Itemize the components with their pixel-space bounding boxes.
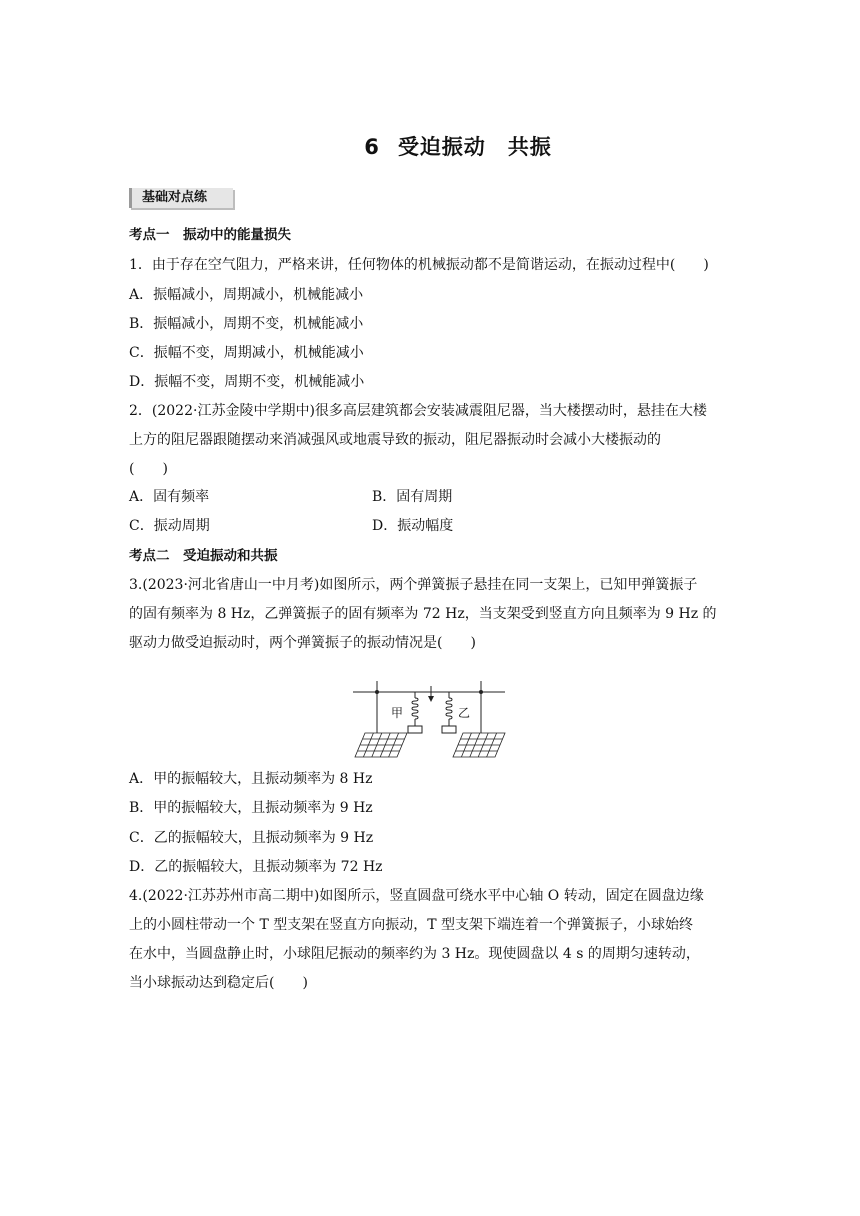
base-grid-left — [355, 733, 407, 757]
q2-option-b: B．固有周期 — [372, 489, 453, 505]
q4-line-4: 当小球振动达到稳定后( ) — [129, 975, 308, 991]
q2-option-c: C．振动周期 — [129, 518, 210, 534]
force-arrow-head — [428, 696, 434, 702]
q1-stem: 1．由于存在空气阻力，严格来讲，任何物体的机械振动都不是简谐运动，在振动过程中( ) — [129, 257, 709, 273]
q3-line-3: 驱动力做受迫振动时，两个弹簧振子的振动情况是( ) — [129, 635, 476, 651]
spring-oscillators-figure — [351, 681, 507, 759]
q3-option-b: B．甲的振幅较大，且振动频率为 9 Hz — [129, 800, 373, 816]
kaodian-2-heading: 考点二 受迫振动和共振 — [129, 548, 278, 564]
spring-left — [412, 698, 418, 719]
q2-option-d: D．振动幅度 — [372, 518, 454, 534]
q4-line-2: 上的小圆柱带动一个 T 型支架在竖直方向振动，T 型支架下端连着一个弹簧振子，小球始终 — [129, 917, 694, 933]
q3-line-1: 3.(2023·河北省唐山一中月考)如图所示，两个弹簧振子悬挂在同一支架上，已知甲弹簧振子 — [129, 577, 698, 593]
label-yi: 乙 — [458, 706, 471, 720]
q4-line-3: 在水中，当圆盘静止时，小球阻尼振动的频率约为 3 Hz。现使圆盘以 4 s 的周期匀速转动， — [129, 946, 700, 962]
q1-option-c: C．振幅不变，周期减小，机械能减小 — [129, 345, 364, 361]
title-text: 受迫振动 共振 — [397, 135, 552, 159]
q1-option-a: A．振幅减小，周期减小，机械能减小 — [129, 287, 364, 303]
kaodian-1-heading: 考点一 振动中的能量损失 — [129, 227, 291, 243]
q2-option-a: A．固有频率 — [129, 489, 210, 505]
left-joint — [375, 690, 379, 694]
q3-line-2: 的固有频率为 8 Hz，乙弹簧振子的固有频率为 72 Hz，当支架受到竖直方向且频率为 9 Hz 的 — [129, 606, 717, 622]
mass-left — [408, 726, 422, 733]
q1-option-b: B．振幅减小，周期不变，机械能减小 — [129, 316, 364, 332]
q2-line-2: 上方的阻尼器跟随摆动来消减强风或地震导致的振动，阻尼器振动时会减小大楼振动的 — [129, 432, 661, 448]
q4-line-1: 4.(2022·江苏苏州市高二期中)如图所示，竖直圆盘可绕水平中心轴 O 转动，固定在圆盘边缘 — [129, 888, 704, 904]
q1-option-d: D．振幅不变，周期不变，机械能减小 — [129, 374, 365, 390]
spring-right — [446, 698, 452, 719]
label-jia: 甲 — [391, 706, 404, 720]
q3-option-c: C．乙的振幅较大，且振动频率为 9 Hz — [129, 830, 374, 846]
page-title — [0, 131, 860, 161]
section-label: 基础对点练 — [129, 188, 233, 208]
q2-line-1: 2．(2022·江苏金陵中学期中)很多高层建筑都会安装减震阻尼器，当大楼摆动时，悬挂在大楼 — [129, 403, 707, 419]
mass-right — [442, 726, 456, 733]
title-number: 6 — [364, 135, 380, 159]
base-grid-right — [453, 733, 505, 757]
q3-option-d: D．乙的振幅较大，且振动频率为 72 Hz — [129, 859, 383, 875]
q2-line-3: ( ) — [129, 461, 168, 477]
right-joint — [479, 690, 483, 694]
q3-option-a: A．甲的振幅较大，且振动频率为 8 Hz — [129, 771, 373, 787]
